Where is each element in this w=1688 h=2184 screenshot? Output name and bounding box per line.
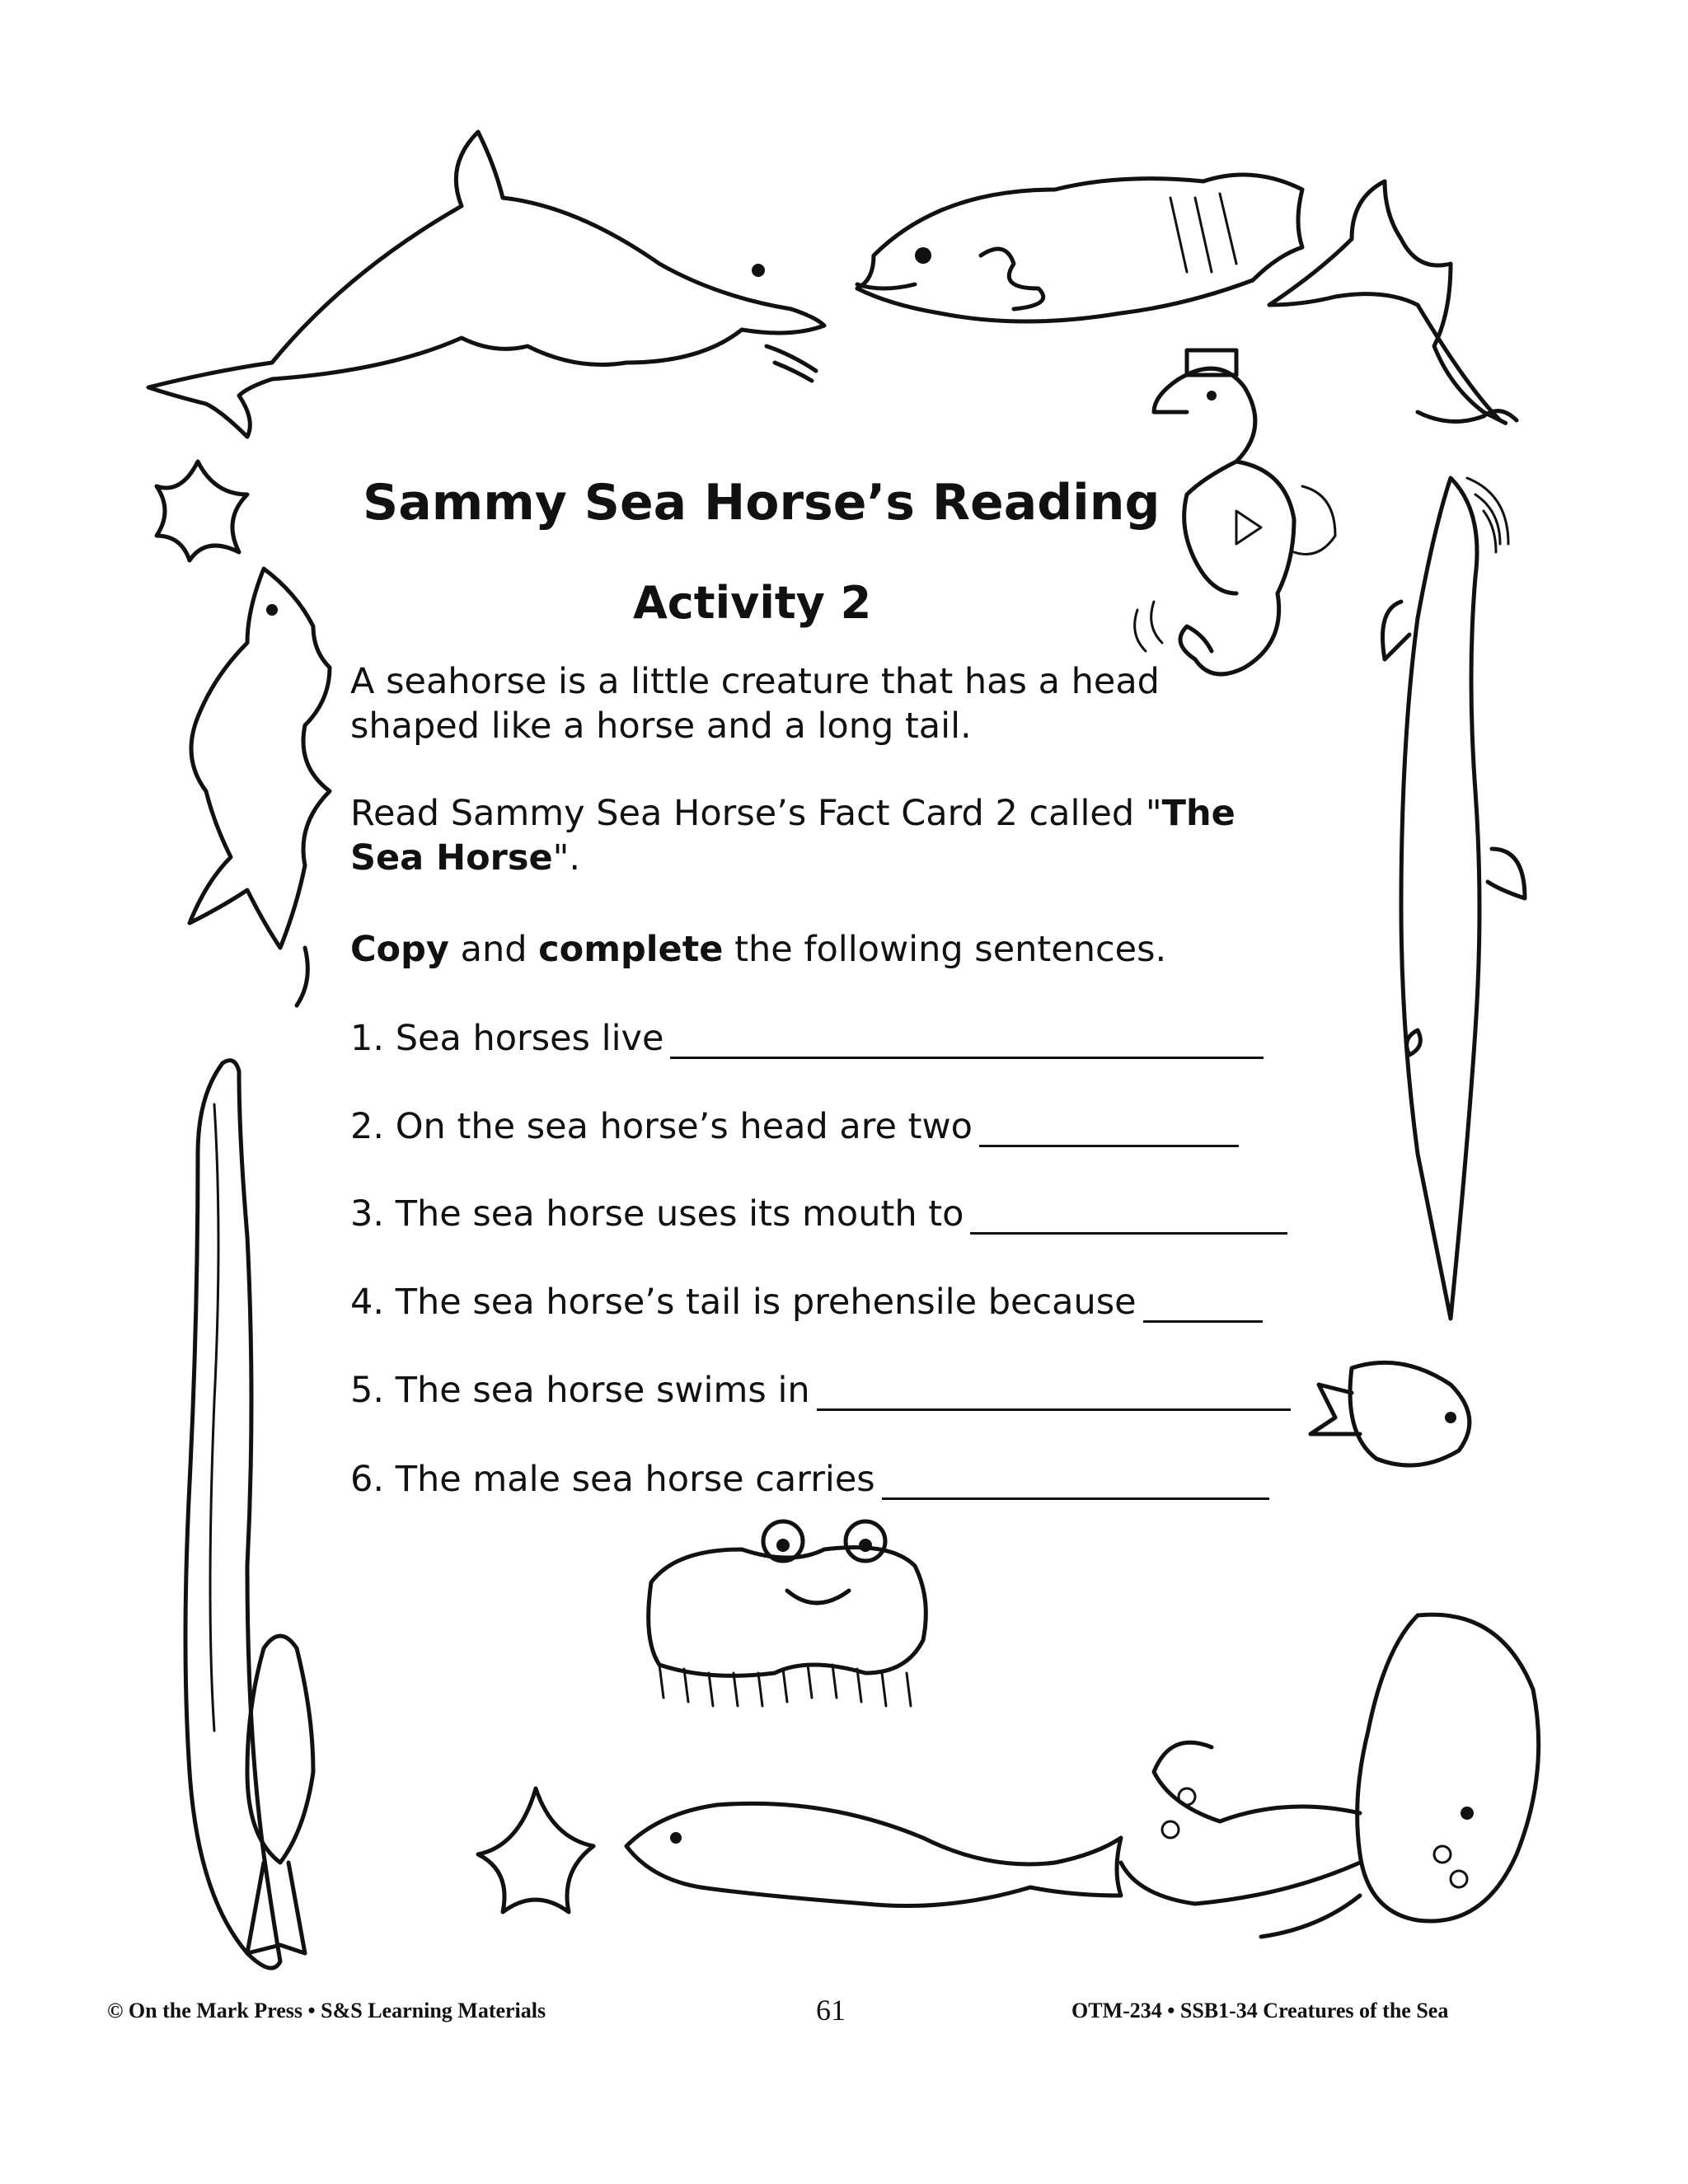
angelfish-illustration xyxy=(1311,1362,1470,1465)
page-title: Sammy Sea Horse’s Reading xyxy=(363,474,1160,532)
jellyfish-illustration xyxy=(649,1521,926,1706)
question-5 xyxy=(350,1370,1291,1411)
question-1-answer-line[interactable] xyxy=(670,1048,1264,1059)
complete-word: complete xyxy=(538,929,724,970)
garfish-illustration xyxy=(1383,478,1526,1319)
eel-illustration xyxy=(185,1061,280,1968)
read-instruction-suffix: ". xyxy=(552,837,581,879)
fact-card-title: The Sea Horse xyxy=(350,793,1236,879)
copy-instruction xyxy=(350,927,1339,972)
question-3-answer-line[interactable] xyxy=(970,1224,1287,1235)
question-6-answer-line[interactable] xyxy=(882,1489,1269,1500)
copy-instruction-rest: the following sentences. xyxy=(723,929,1167,970)
footer-product-code: OTM-234 • SSB1-34 Creatures of the Sea xyxy=(1071,1999,1449,2022)
intro-paragraph: A seahorse is a little creature that has a head shaped like a horse and a long tail. xyxy=(350,661,1160,747)
question-6-text: 6. The male sea horse carries xyxy=(350,1459,875,1500)
question-5-answer-line[interactable] xyxy=(817,1400,1291,1411)
question-2-text: 2. On the sea horse’s head are two xyxy=(350,1106,973,1147)
and-word: and xyxy=(448,929,539,970)
footer-publisher: © On the Mark Press • S&S Learning Materials xyxy=(107,1999,546,2022)
question-5-text: 5. The sea horse swims in xyxy=(350,1370,810,1411)
activity-subtitle: Activity 2 xyxy=(633,577,872,629)
question-2-answer-line[interactable] xyxy=(979,1137,1239,1147)
starfish-illustration xyxy=(157,462,247,560)
copy-word: Copy xyxy=(350,929,449,970)
dolphin-illustration xyxy=(148,132,824,437)
shark-illustration xyxy=(190,569,330,1005)
read-instruction xyxy=(350,791,1257,880)
whale-illustration xyxy=(626,1803,1121,1905)
whale-tail-illustration xyxy=(1269,181,1517,423)
question-4-answer-line[interactable] xyxy=(1143,1312,1263,1323)
question-1-text: 1. Sea horses live xyxy=(350,1018,664,1059)
fish-illustration xyxy=(857,175,1302,321)
question-4-text: 4. The sea horse’s tail is prehensile because xyxy=(350,1282,1137,1323)
question-6 xyxy=(350,1459,1269,1500)
seahorse-illustration xyxy=(1135,350,1335,674)
question-1 xyxy=(350,1018,1264,1059)
question-4 xyxy=(350,1282,1263,1323)
starfish-bottom-illustration xyxy=(478,1788,593,1912)
read-instruction-prefix: Read Sammy Sea Horse’s Fact Card 2 called " xyxy=(350,793,1162,834)
question-2 xyxy=(350,1106,1239,1147)
question-3 xyxy=(350,1193,1287,1235)
octopus-illustration xyxy=(1121,1615,1539,1937)
question-3-text: 3. The sea horse uses its mouth to xyxy=(350,1193,964,1235)
page-number: 61 xyxy=(816,1994,846,2027)
